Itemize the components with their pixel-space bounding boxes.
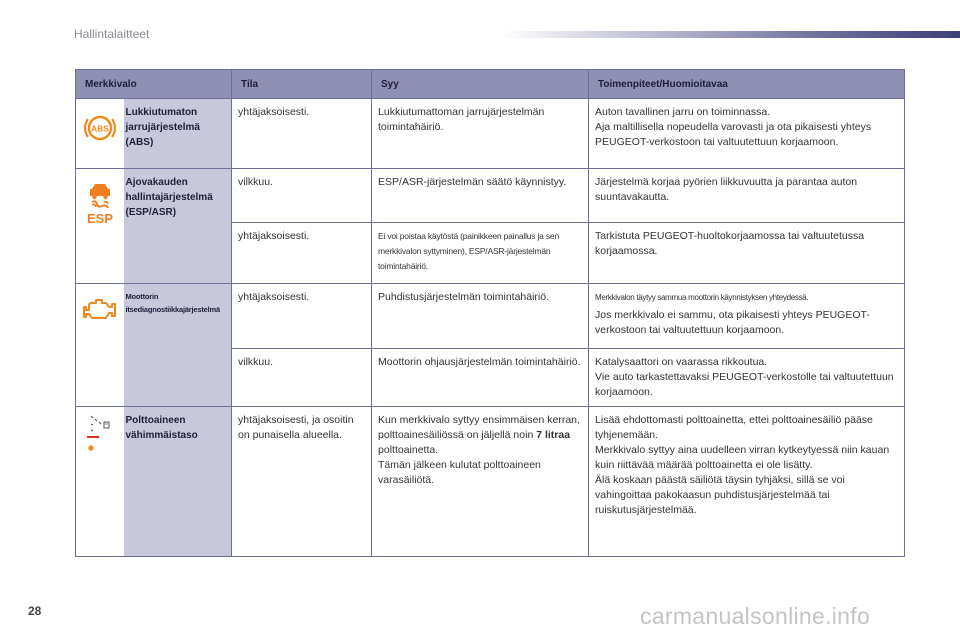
table-header-row (76, 70, 905, 99)
action-line: Katalysaattori on vaarassa rikkoutua. (595, 356, 768, 368)
icon-cell (76, 169, 124, 284)
syy-text: Kun merkkivalo syttyy ensimmäisen kerran, polttoainesäiliössä on jäljellä noin (378, 414, 580, 441)
icon-cell (76, 284, 124, 407)
syy-cell: ESP/ASR-järjestelmän säätö käynnistyy. (372, 169, 589, 223)
table-row-abs (76, 99, 905, 169)
watermark: carmanualsonline.info (640, 603, 871, 629)
tila-cell: yhtäjaksoisesti. (232, 284, 372, 349)
action-line: Lisää ehdottomasti polttoainetta, ettei polttoainesäiliö pääse tyhjenemään. (595, 414, 873, 441)
svg-text:ABS: ABS (90, 123, 109, 134)
tila-cell: yhtäjaksoisesti. (232, 223, 372, 284)
syy-cell: Lukkiutumattoman jarrujärjestelmän toimintahäiriö. (372, 99, 589, 169)
syy-text: polttoainetta. (378, 444, 439, 456)
column-header-merkkivalo: Merkkivalo (76, 70, 232, 99)
syy-cell (372, 407, 589, 557)
fuel-gauge-icon (85, 413, 115, 453)
syy-bold-text: 7 litraa (536, 429, 571, 441)
warning-lights-table (75, 69, 904, 557)
action-line-small: Merkkivalon täytyy sammua moottorin käynnistyksen yhteydessä. (595, 293, 809, 302)
tila-cell: vilkkuu. (232, 349, 372, 407)
abs-warning-icon (83, 111, 117, 145)
table-row-engine (76, 284, 905, 349)
toimenpiteet-cell: Järjestelmä korjaa pyörien liikkuvuutta ja parantaa auton suuntavakautta. (589, 169, 905, 223)
action-line: Jos merkkivalo ei sammu, ota pikaisesti yhteys PEUGEOT-verkostoon tai valtuutettuun korjaamoon. (595, 309, 870, 336)
warning-light-name: Ajovakauden hallintajärjestelmä (ESP/ASR) (124, 169, 232, 284)
page-number: 28 (28, 604, 42, 618)
warning-light-name: Lukkiutumaton jarrujärjestelmä (ABS) (124, 99, 232, 169)
warning-light-name: Polttoaineen vähimmäistaso (124, 407, 232, 557)
column-header-toimenpiteet: Toimenpiteet/Huomioitavaa (589, 70, 905, 99)
svg-text:ESP: ESP (86, 211, 113, 226)
icon-cell (76, 99, 124, 169)
toimenpiteet-cell (589, 284, 905, 349)
column-header-tila: Tila (232, 70, 372, 99)
action-line: Vie auto tarkastettavaksi PEUGEOT-verkostolle tai valtuutettuun korjaamoon. (595, 371, 894, 398)
esp-asr-icon (83, 181, 117, 229)
table-row-fuel (76, 407, 905, 557)
action-line: Älä koskaan päästä säiliötä täysin tyhjäksi, sillä se voi vahingoittaa pakokaasun puhdistusjärjestelmää tai ruiskutusjärjestelmää. (595, 474, 845, 516)
syy-cell: Moottorin ohjausjärjestelmän toimintahäiriö. (372, 349, 589, 407)
icon-cell (76, 407, 124, 557)
syy-line: Tämän jälkeen kulutat polttoaineen varasäiliötä. (378, 459, 541, 486)
syy-line (378, 413, 582, 458)
section-title: Hallintalaitteet (74, 27, 150, 41)
toimenpiteet-cell (589, 349, 905, 407)
toimenpiteet-cell (589, 407, 905, 557)
warning-light-name: Moottorin itsediagnostiikkajärjestelmä (124, 284, 232, 407)
action-line: Aja maltillisella nopeudella varovasti ja ota pikaisesti yhteys PEUGEOT-verkostoon tai valtuutettuun korjaamoon. (595, 121, 872, 148)
tila-cell: vilkkuu. (232, 169, 372, 223)
column-header-syy: Syy (372, 70, 589, 99)
action-line: Auton tavallinen jarru on toiminnassa. (595, 106, 771, 118)
tila-cell: yhtäjaksoisesti, ja osoitin on punaisella alueella. (232, 407, 372, 557)
toimenpiteet-cell (589, 99, 905, 169)
header-gradient-bar (500, 31, 960, 38)
engine-check-icon (82, 296, 118, 324)
syy-cell: Puhdistusjärjestelmän toimintahäiriö. (372, 284, 589, 349)
table-row-esp (76, 169, 905, 223)
tila-cell: yhtäjaksoisesti. (232, 99, 372, 169)
action-line: Merkkivalo syttyy aina uudelleen virran kytkeytyessä niin kauan kuin riittävää määrää polttoainetta ei ole lisätty. (595, 444, 890, 471)
syy-cell: Ei voi poistaa käytöstä (painikkeen painallus ja sen merkkivalon syttyminen), ESP/ASR-järjestelmän toimintahäiriö. (372, 223, 589, 284)
toimenpiteet-cell: Tarkistuta PEUGEOT-huoltokorjaamossa tai valtuutetussa korjaamossa. (589, 223, 905, 284)
